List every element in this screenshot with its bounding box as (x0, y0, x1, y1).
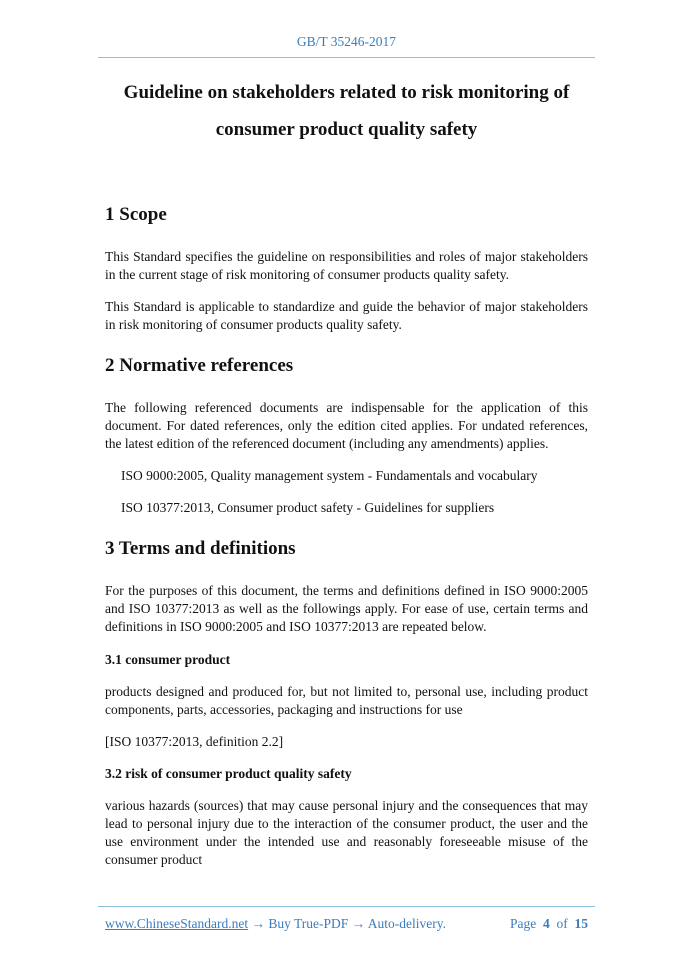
website-link[interactable]: www.ChineseStandard.net (105, 916, 249, 931)
page-label: Page (510, 916, 537, 931)
footer-divider (98, 906, 595, 907)
footer-promo (105, 916, 446, 932)
section-3-para-1: For the purposes of this document, the terms and definitions defined in ISO 9000:2005 and ISO 10377:2013 as well as the followings apply. For ease of use, certain terms and definitions in ISO 9000:2005 and ISO 10377:2013 are repeated below. (105, 583, 588, 634)
term-3-2-definition: various hazards (sources) that may cause personal injury and the consequences that may lead to personal injury due to the interaction of the consumer product, the user and the use environment under the intended use and reasonably foreseeable misuse of the consumer product (105, 798, 588, 867)
section-2-heading: 2 Normative references (105, 355, 294, 376)
footer (105, 916, 588, 932)
page-number: 4 (543, 916, 550, 931)
term-3-1-heading: 3.1 consumer product (105, 652, 231, 667)
doc-title-line1: Guideline on stakeholders related to risk monitoring of (123, 82, 570, 103)
term-3-1-definition: products designed and produced for, but not limited to, personal use, including product components, parts, accessories, packaging and instructions for use (105, 684, 588, 717)
section-2-para-1: The following referenced documents are indispensable for the application of this document. For dated references, only the edition cited applies. For undated references, the latest edition of the referenced document (including any amendments) applies. (105, 400, 588, 451)
doc-title-line2: consumer product quality safety (215, 119, 478, 140)
reference-iso-9000: ISO 9000:2005, Quality management system - Fundamentals and vocabulary (121, 468, 538, 483)
page-of: of (556, 916, 568, 931)
page-indicator (510, 916, 588, 932)
section-1-para-1: This Standard specifies the guideline on responsibilities and roles of major stakeholders in the current stage of risk monitoring of consumer products quality safety. (105, 249, 588, 282)
header-doc-id: GB/T 35246-2017 (296, 34, 397, 49)
section-1-para-2: This Standard is applicable to standardize and guide the behavior of major stakeholders in risk monitoring of consumer products quality safety. (105, 299, 588, 332)
section-1-heading: 1 Scope (105, 204, 167, 225)
page-total: 15 (574, 916, 588, 931)
reference-iso-10377: ISO 10377:2013, Consumer product safety - Guidelines for suppliers (121, 500, 495, 515)
header-divider (98, 57, 595, 58)
section-3-heading: 3 Terms and definitions (105, 538, 296, 559)
term-3-2-heading: 3.2 risk of consumer product quality safety (105, 766, 352, 781)
footer-promo-text: → Buy True-PDF → Auto-delivery. (248, 916, 446, 931)
term-3-1-source: [ISO 10377:2013, definition 2.2] (105, 734, 284, 749)
